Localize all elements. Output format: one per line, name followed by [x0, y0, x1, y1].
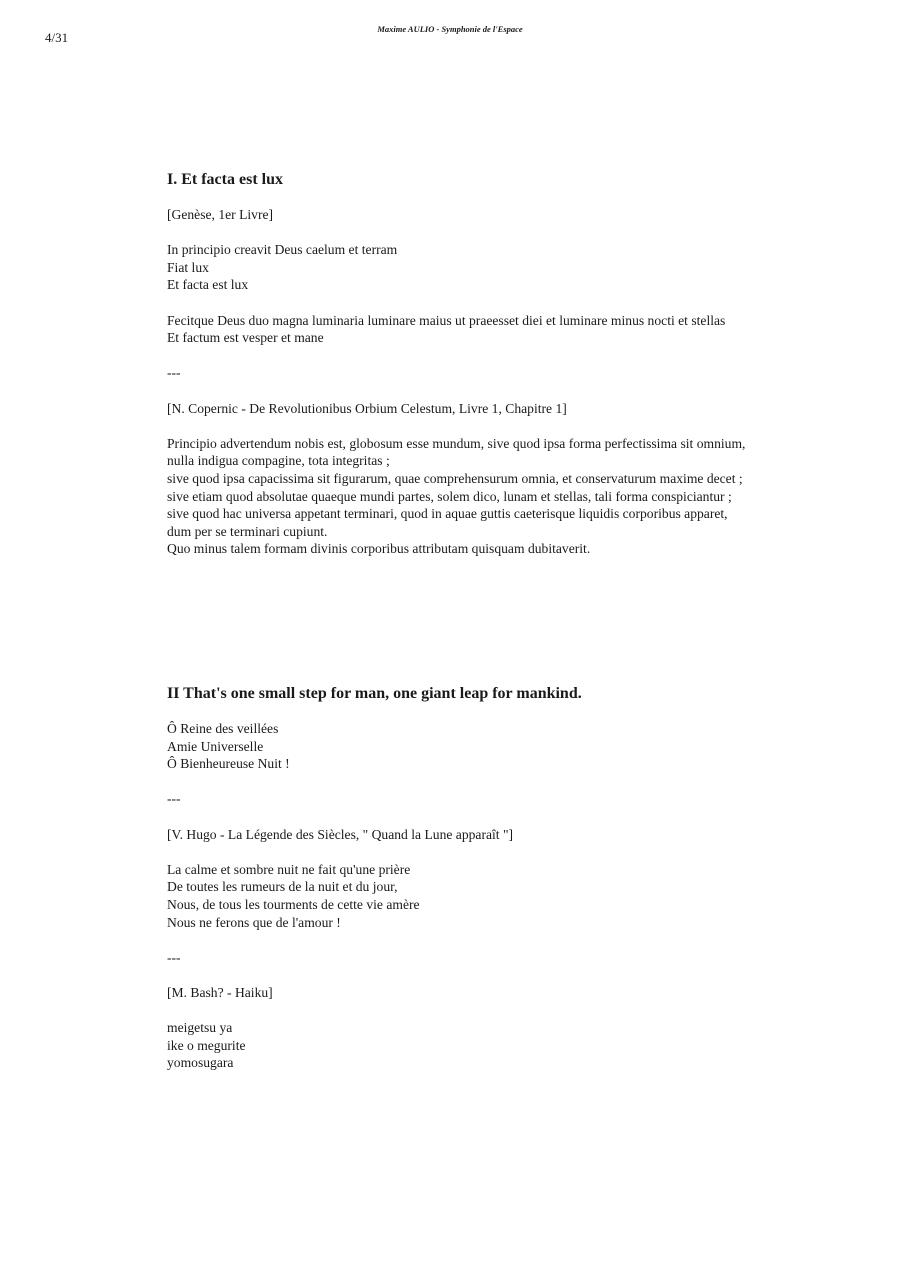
separator-line: ---	[167, 949, 181, 965]
section-heading: I. Et facta est lux	[167, 171, 283, 188]
text-line: nulla indigua compagine, tota integritas ;	[167, 453, 390, 469]
verse-block	[167, 720, 787, 773]
text-line: [V. Hugo - La Légende des Siècles, " Quand la Lune apparaît "]	[167, 826, 514, 842]
separator	[167, 790, 787, 808]
verse-block	[167, 241, 787, 294]
separator-line: ---	[167, 791, 181, 807]
separator-line: ---	[167, 365, 181, 381]
text-line: In principio creavit Deus caelum et terram	[167, 242, 398, 258]
text-line: meigetsu ya	[167, 1020, 233, 1036]
text-line: Amie Universelle	[167, 738, 264, 754]
section-2	[167, 684, 787, 1089]
text-line: sive quod hac universa appetant terminari, quod in aquae guttis caeterisque liquidis corporibus apparet,	[167, 506, 728, 522]
text-line: Nous ne ferons que de l'amour !	[167, 914, 341, 930]
text-line: dum per se terminari cupiunt.	[167, 523, 328, 539]
text-line: Nous, de tous les tourments de cette vie amère	[167, 896, 420, 912]
verse-block	[167, 861, 787, 931]
prose-block	[167, 435, 787, 558]
separator	[167, 364, 787, 382]
text-line: Quo minus talem formam divinis corporibus attributam quisquam dubitaverit.	[167, 541, 591, 557]
text-line: [N. Copernic - De Revolutionibus Orbium Celestum, Livre 1, Chapitre 1]	[167, 400, 567, 416]
source-citation	[167, 206, 787, 224]
text-line: Principio advertendum nobis est, globosum esse mundum, sive quod ipsa forma perfectissima sit omnium,	[167, 435, 746, 451]
source-citation	[167, 984, 787, 1002]
text-line: [M. Bash? - Haiku]	[167, 984, 273, 1000]
page-number: 4/31	[45, 30, 69, 45]
text-line: Ô Reine des veillées	[167, 721, 279, 736]
text-line: Fecitque Deus duo magna luminaria luminare maius ut praeesset diei et luminare minus nocti et stellas	[167, 312, 726, 328]
text-line: Fiat lux	[167, 259, 209, 275]
text-line: sive etiam quod absolutae quaeque mundi partes, solem dico, lunam et stellas, tali forma conspiciantur ;	[167, 488, 732, 504]
verse-block	[167, 312, 787, 347]
source-citation	[167, 400, 787, 418]
text-line: Ô Bienheureuse Nuit !	[167, 756, 290, 772]
separator	[167, 949, 787, 967]
section-1	[167, 170, 787, 575]
section-heading: II That's one small step for man, one giant leap for mankind.	[167, 685, 582, 702]
text-line: yomosugara	[167, 1055, 234, 1071]
text-line: La calme et sombre nuit ne fait qu'une prière	[167, 861, 411, 877]
verse-block	[167, 1019, 787, 1072]
running-header: Maxime AULIO - Symphonie de l'Espace	[377, 24, 523, 34]
text-line: Et factum est vesper et mane	[167, 330, 324, 346]
source-citation	[167, 826, 787, 844]
text-line: Et facta est lux	[167, 277, 249, 293]
text-line: sive quod ipsa capacissima sit figurarum, quae comprehensurum omnia, et conservaturum maxime decet ;	[167, 470, 743, 486]
text-line: De toutes les rumeurs de la nuit et du jour,	[167, 879, 398, 895]
text-line: ike o megurite	[167, 1037, 246, 1053]
text-line: [Genèse, 1er Livre]	[167, 207, 274, 222]
